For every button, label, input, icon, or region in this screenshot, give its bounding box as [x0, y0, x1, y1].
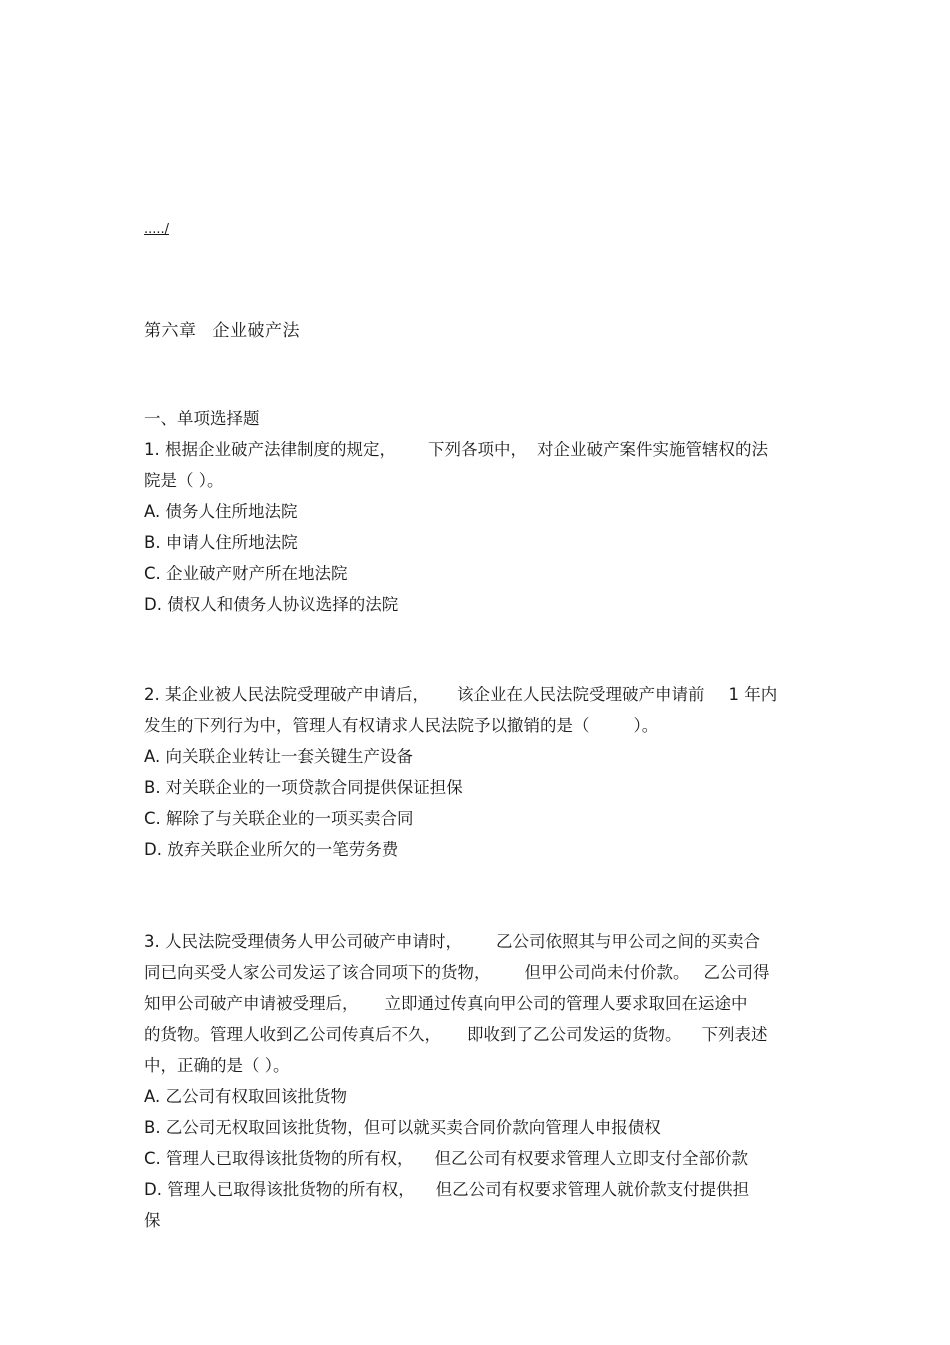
stem-segment: 中，正确的是（ ）。 — [144, 1056, 290, 1075]
stem-segment: ）。 — [633, 716, 659, 735]
question-2 — [144, 679, 809, 865]
stem-segment: 发生的下列行为中，管理人有权请求人民法院予以撤销的是（ — [144, 716, 590, 735]
question-stem-line — [144, 679, 809, 710]
option-c: C. 解除了与关联企业的一项买卖合同 — [144, 809, 414, 828]
stem-segment: 但甲公司尚未付价款。 — [524, 963, 690, 982]
option-d: D. 管理人已取得该批货物的所有权， 但乙公司有权要求管理人就价款支付提供担 — [144, 1180, 750, 1199]
option-a: A. 债务人住所地法院 — [144, 502, 298, 521]
question-3 — [144, 926, 809, 1236]
stem-segment: 院是（ ）。 — [144, 471, 224, 490]
stem-segment: 1 年内 — [728, 685, 778, 704]
question-stem-line — [144, 926, 809, 957]
option-c: C. 企业破产财产所在地法院 — [144, 564, 348, 583]
question-stem-line — [144, 434, 809, 465]
section-title: 一、单项选择题 — [144, 409, 260, 428]
option-c: C. 管理人已取得该批货物的所有权， 但乙公司有权要求管理人立即支付全部价款 — [144, 1149, 748, 1168]
stem-segment: 3. 人民法院受理债务人甲公司破产申请时， — [144, 932, 462, 951]
stem-segment: 1. 根据企业破产法律制度的规定， — [144, 440, 396, 459]
question-stem-line — [144, 465, 809, 496]
question-stem-line — [144, 1019, 809, 1050]
stem-segment: 的货物。管理人收到乙公司传真后不久， — [144, 1025, 441, 1044]
question-stem-line — [144, 1050, 809, 1081]
option-a: A. 乙公司有权取回该批货物 — [144, 1087, 347, 1106]
question-1 — [144, 403, 809, 620]
question-stem-line — [144, 957, 809, 988]
stem-segment: 下列表述 — [701, 1025, 768, 1044]
stem-segment: 知甲公司破产申请被受理后， — [144, 994, 359, 1013]
question-stem-line — [144, 710, 809, 741]
option-b: B. 乙公司无权取回该批货物，但可以就买卖合同价款向管理人申报债权 — [144, 1118, 661, 1137]
option-d-continuation: 保 — [144, 1211, 161, 1230]
stem-segment: 下列各项中， — [428, 440, 527, 459]
stem-segment: 该企业在人民法院受理破产申请前 — [457, 685, 705, 704]
header-link[interactable]: ...../ — [144, 222, 170, 237]
option-b: B. 对关联企业的一项贷款合同提供保证担保 — [144, 778, 463, 797]
option-d: D. 放弃关联企业所欠的一笔劳务费 — [144, 840, 399, 859]
chapter-number: 第六章 — [144, 321, 197, 341]
option-b: B. 申请人住所地法院 — [144, 533, 298, 552]
chapter-heading — [144, 316, 300, 341]
question-stem-line — [144, 988, 809, 1019]
stem-segment: 乙公司依照其与甲公司之间的买卖合 — [496, 932, 760, 951]
stem-segment: 2. 某企业被人民法院受理破产申请后， — [144, 685, 429, 704]
stem-segment: 立即通过传真向甲公司的管理人要求取回在运途中 — [384, 994, 748, 1013]
chapter-title: 企业破产法 — [212, 321, 300, 341]
stem-segment: 即收到了乙公司发运的货物。 — [467, 1025, 682, 1044]
option-a: A. 向关联企业转让一套关键生产设备 — [144, 747, 413, 766]
stem-segment: 同已向买受人家公司发运了该合同项下的货物， — [144, 963, 491, 982]
option-d: D. 债权人和债务人协议选择的法院 — [144, 595, 399, 614]
stem-segment: 对企业破产案件实施管辖权的法 — [537, 440, 768, 459]
stem-segment: 乙公司得 — [703, 963, 770, 982]
